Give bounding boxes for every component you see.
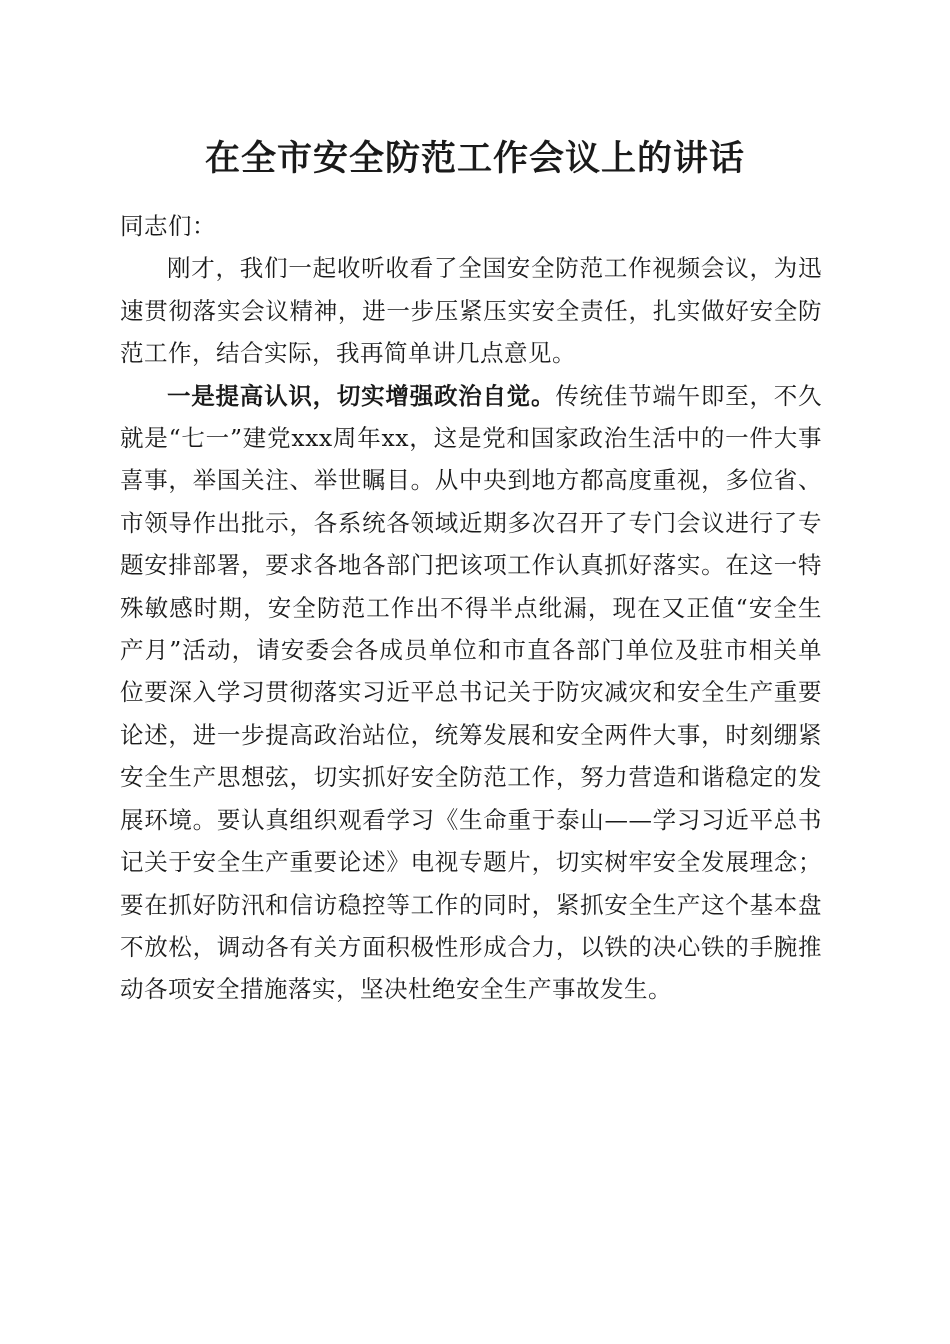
paragraph-text: 刚才，我们一起收听收看了全国安全防范工作视频会议，为迅速贯彻落实会议精神，进一步压紧压实安全责任，扎实做好安全防范工作，结合实际，我再简单讲几点意见。 <box>120 254 822 368</box>
document-body <box>120 205 822 1011</box>
paragraph-lead-heading: 一是提高认识，切实增强政治自觉。 <box>167 381 556 410</box>
paragraph-text: 传统佳节端午即至，不久就是“七一”建党xxx周年xx，这是党和国家政治生活中的一件大事喜事，举国关注、举世瞩目。从中央到地方都高度重视，多位省、市领导作出批示，各系统各领域近期多次召开了专门会议进行了专题安排部署，要求各地各部门把该项工作认真抓好落实。在这一特殊敏感时期，安全防范工作出不得半点纰漏，现在又正值“安全生产月”活动，请安委会各成员单位和市直各部门单位及驻市相关单位要深入学习贯彻落实习近平总书记关于防灾减灾和安全生产重要论述，进一步提高政治站位，统筹发展和安全两件大事，时刻绷紧安全生产思想弦，切实抓好安全防范工作，努力营造和谐稳定的发展环境。要认真组织观看学习《生命重于泰山——学习习近平总书记关于安全生产重要论述》电视专题片，切实树牢安全发展理念；要在抓好防汛和信访稳控等工作的同时，紧抓安全生产这个基本盘不放松，调动各有关方面积极性形成合力，以铁的决心铁的手腕推动各项安全措施落实，坚决杜绝安全生产事故发生。 <box>120 381 823 1004</box>
document-title: 在全市安全防范工作会议上的讲话 <box>204 138 745 179</box>
paragraph-intro <box>120 247 822 374</box>
paragraph-point-one <box>120 375 822 1011</box>
salutation: 同志们： <box>120 212 216 240</box>
